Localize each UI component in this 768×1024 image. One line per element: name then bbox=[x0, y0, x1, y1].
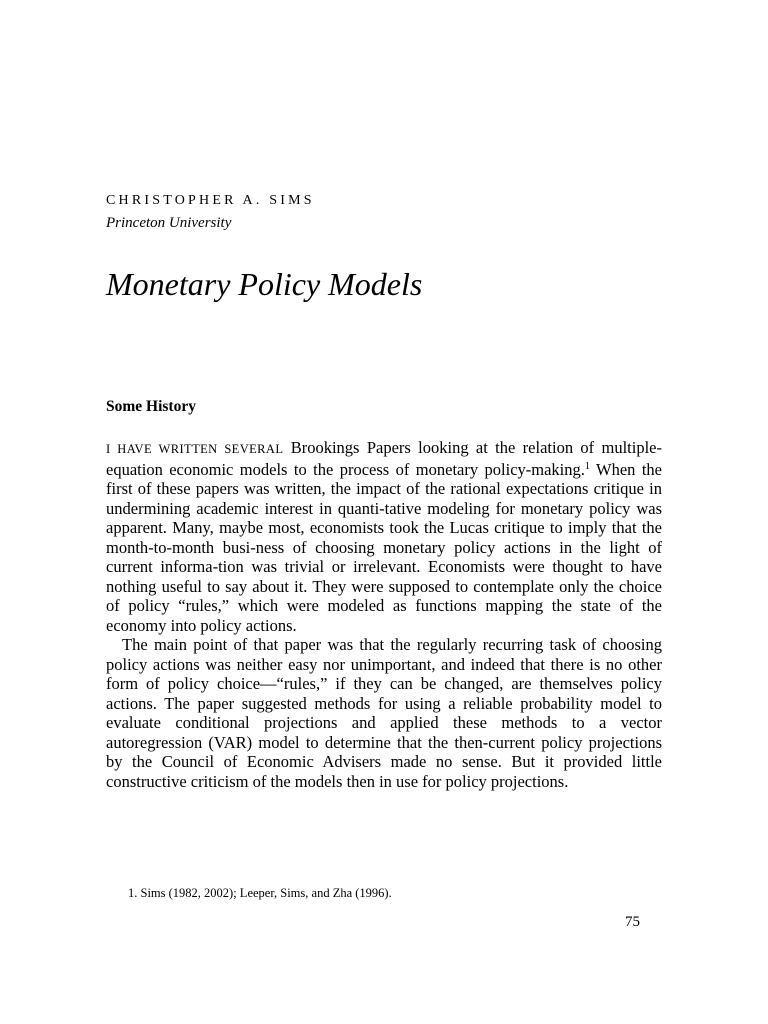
paragraph-1-text-a: Brookings Papers looking at the relation of multiple-equation economic models to the process of monetary policy-making. bbox=[106, 438, 663, 479]
footnote: 1. Sims (1982, 2002); Leeper, Sims, and Zha (1996). bbox=[128, 886, 392, 900]
section-heading: Some History bbox=[106, 398, 196, 415]
author-affiliation: Princeton University bbox=[106, 215, 232, 231]
footnote-reference[interactable]: 1 bbox=[584, 460, 590, 472]
paper-title: Monetary Policy Models bbox=[106, 266, 423, 302]
paragraph-1 bbox=[106, 438, 662, 635]
paragraph-2: The main point of that paper was that the regularly recurring task of choosing policy actions was neither easy nor unimportant, and indeed that there is no other form of policy choice—“rules,” if they can be changed, are themselves policy actions. The paper suggested methods for using a reliable probability model to evaluate conditional projections and applied these methods to a vector autoregression (VAR) model to determine that the then-current policy projections by the Council of Economic Advisers made no sense. But it provided little constructive criticism of the models then in use for policy projections. bbox=[106, 635, 662, 791]
small-caps-lead: I HAVE WRITTEN SEVERAL bbox=[106, 442, 284, 456]
author-name: CHRISTOPHER A. SIMS bbox=[106, 193, 315, 208]
page-number: 75 bbox=[625, 914, 640, 930]
body-text bbox=[106, 438, 662, 791]
paragraph-1-text-b: When the first of these papers was written, the impact of the rational expectations critique in undermining academic interest in quanti-tative modeling for monetary policy was apparent. Many, maybe most, economists took the Lucas critique to imply that the month-to-month busi-ness of choosing monetary policy actions in the light of current informa-tion was trivial or irrelevant. Economists were thought to have nothing useful to say about it. They were supposed to contemplate only the choice of policy “rules,” which were modeled as functions mapping the state of the economy into policy actions. bbox=[106, 459, 662, 635]
